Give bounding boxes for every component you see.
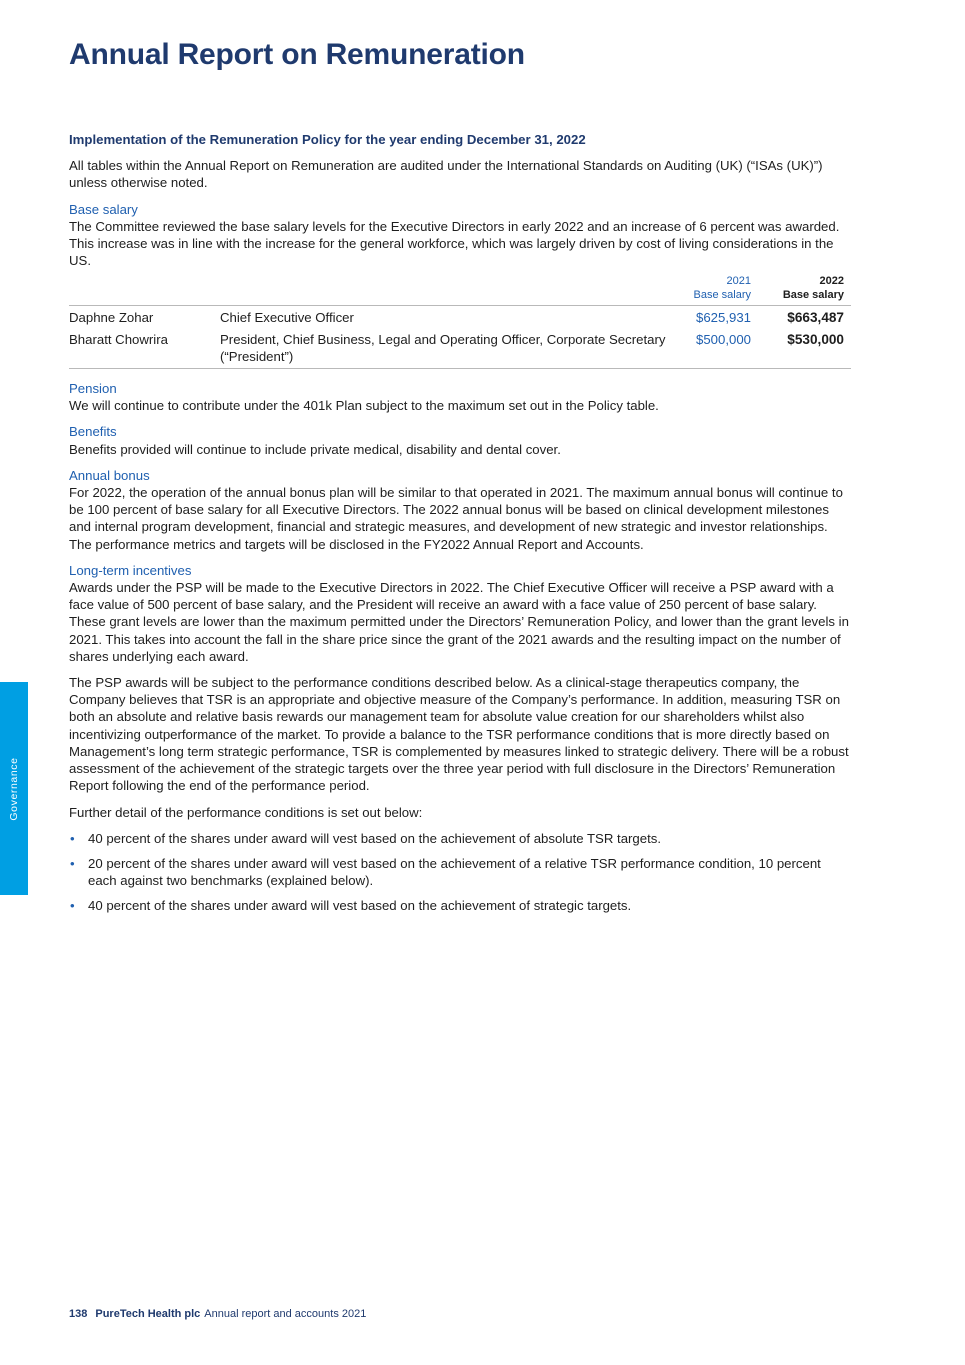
salary-2022: $663,487 [787, 310, 844, 326]
director-role: President, Chief Business, Legal and Operating Officer, Corporate Secretary (“President”) [220, 331, 666, 364]
salary-2021: $625,931 [695, 310, 751, 326]
base-salary-paragraph: The Committee reviewed the base salary levels for the Executive Directors in early 2022 and an increase of 6 percent was awarded. This increase was in line with the increase for the general workforce, which was largely driven by cost of living considerations in the US. [69, 218, 840, 269]
side-tab-label: Governance [8, 756, 20, 821]
pension-heading: Pension [69, 381, 117, 397]
director-name: Daphne Zohar [69, 310, 154, 326]
col-header-2022: 2022 Base salary [782, 275, 844, 301]
col-header-2021: 2021 Base salary [693, 275, 751, 301]
page-footer [69, 1308, 366, 1320]
director-name: Bharatt Chowrira [69, 331, 168, 347]
section-heading: Implementation of the Remuneration Policy for the year ending December 31, 2022 [69, 132, 586, 147]
footer-doc-title: Annual report and accounts 2021 [204, 1308, 367, 1320]
lti-heading: Long-term incentives [69, 562, 192, 578]
main-content [69, 131, 851, 923]
table-row [69, 306, 851, 328]
page-number: 138 [69, 1308, 88, 1320]
benefits-heading: Benefits [69, 424, 117, 440]
footer-company: PureTech Health plc [95, 1308, 201, 1320]
pension-paragraph: We will continue to contribute under the 401k Plan subject to the maximum set out in the Policy table. [69, 398, 659, 414]
lti-paragraph-2: The PSP awards will be subject to the performance conditions described below. As a clinical-stage therapeutics company, the Company believes that TSR is an appropriate and objective measure of the Company’s performance. In addition, measuring TSR on both an absolute and relative basis rewards our management team for absolute value creation for our shareholders whilst also incentivizing outperformance of the market. To provide a balance to the TSR performance conditions that is more directly based on Management’s long term strategic performance, TSR is complemented by measures linked to strategic delivery. There will be a robust assessment of the achievement of the strategic targets over the three year period with full disclosure in the Directors’ Remuneration Report following the end of the performance period. [69, 675, 849, 794]
list-item: • 40 percent of the shares under award will vest based on the achievement of absolute TSR targets. [70, 830, 662, 846]
annual-bonus-heading: Annual bonus [69, 467, 150, 483]
salary-2022: $530,000 [787, 331, 844, 347]
list-item: • 20 percent of the shares under award will vest based on the achievement of a relative TSR performance condition, 10 percent each against two benchmarks (explained below). [70, 855, 821, 889]
intro-paragraph: All tables within the Annual Report on Remuneration are audited under the International Standards on Auditing (UK) (“ISAs (UK)”) unless otherwise noted. [69, 158, 823, 191]
bullet-icon: • [70, 830, 75, 846]
director-role: Chief Executive Officer [220, 310, 354, 326]
table-row [69, 328, 851, 369]
list-item: • 40 percent of the shares under award will vest based on the achievement of strategic targets. [70, 898, 632, 914]
table-header-row [69, 275, 851, 306]
bullet-icon: • [70, 855, 75, 871]
performance-conditions-list [69, 830, 851, 915]
governance-side-tab [0, 682, 28, 895]
lti-paragraph-1: Awards under the PSP will be made to the Executive Directors in 2022. The Chief Executive Officer will receive a PSP award with a face value of 500 percent of base salary, and the President will receive an award with a face value of 250 percent of base salary. These grant levels are lower than the maximum permitted under the Directors’ Remuneration Policy, and lower than the grant levels in 2021. This takes into account the fall in the share price since the grant of the 2021 awards and the resulting impact on the number of shares underlying each award. [69, 580, 849, 664]
salary-2021: $500,000 [695, 331, 751, 347]
page-title: Annual Report on Remuneration [69, 38, 525, 71]
base-salary-heading: Base salary [69, 201, 138, 217]
bullet-icon: • [70, 898, 75, 914]
lti-paragraph-3: Further detail of the performance conditions is set out below: [69, 804, 423, 820]
base-salary-table [69, 275, 851, 369]
benefits-paragraph: Benefits provided will continue to include private medical, disability and dental cover. [69, 441, 561, 457]
annual-bonus-paragraph: For 2022, the operation of the annual bonus plan will be similar to that operated in 2021. The maximum annual bonus will continue to be 100 percent of base salary for all Executive Directors. The 2022 annual bonus will be based on clinical development milestones and internal program development, financial and strategic measures, and development of new strategic and investor relationships. The performance metrics and targets will be disclosed in the FY2022 Annual Report and Accounts. [69, 485, 843, 552]
